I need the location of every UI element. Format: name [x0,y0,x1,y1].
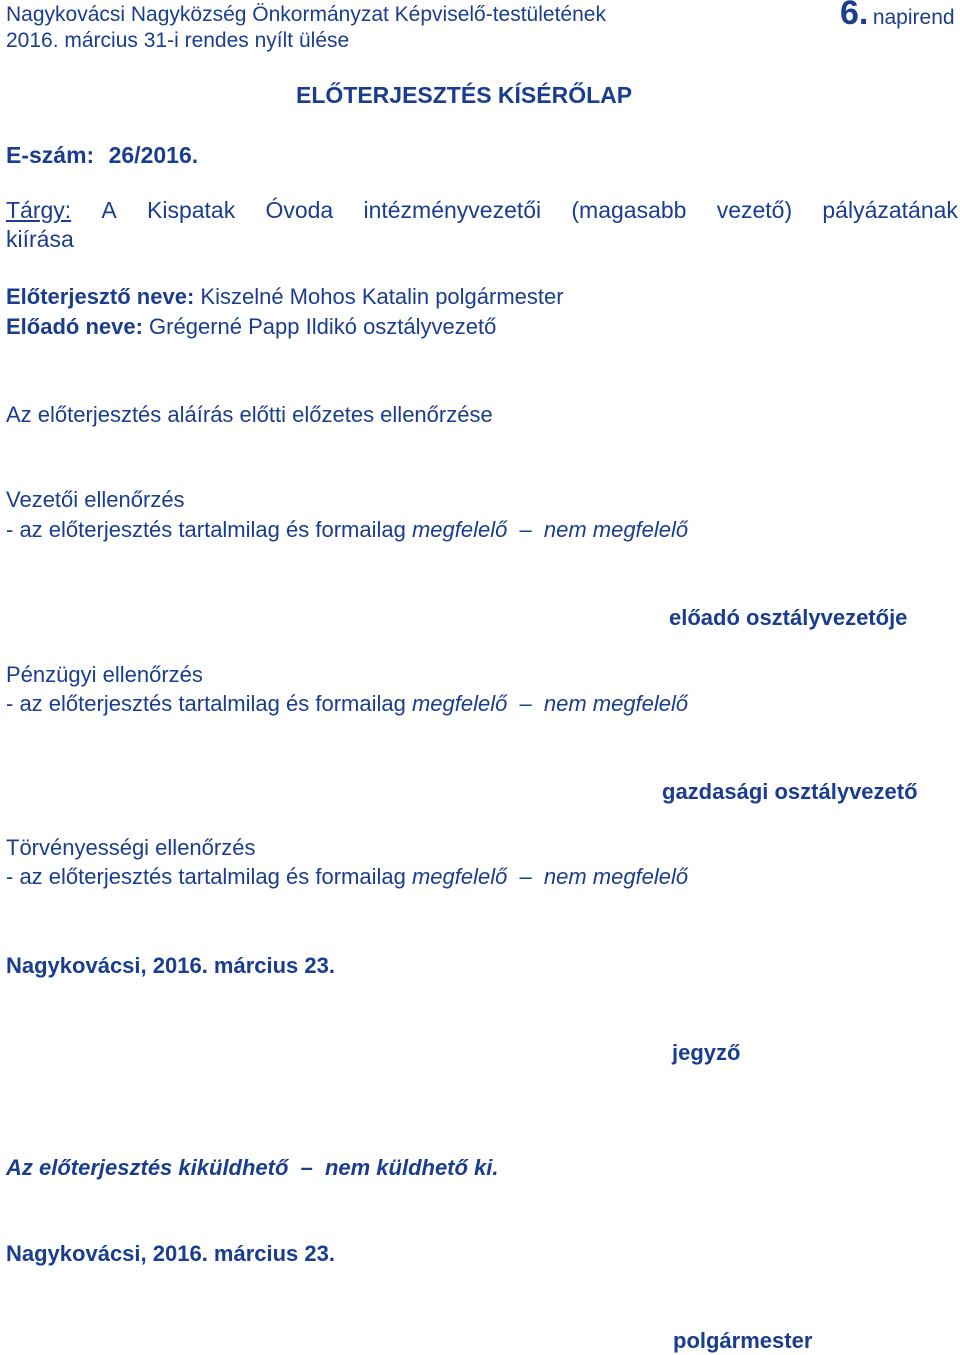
date-line-mayor: Nagykovácsi, 2016. március 23. [6,1241,335,1266]
option-noncompliant: nem megfelelő [543,864,689,889]
dispatch-option-no: nem küldhető ki. [324,1155,499,1180]
meeting-date: 2016. március 31-i rendes nyílt ülése [6,29,350,52]
check-statement-text: - az előterjesztés tartalmilag és formailag [6,691,406,716]
precheck-heading: Az előterjesztés aláírás előtti előzetes ellenőrzése [6,402,493,427]
form-title: ELŐTERJESZTÉS KÍSÉRŐLAP [296,82,633,108]
subject-word: Kispatak [147,197,236,223]
agenda-marker [840,0,955,33]
subject-continuation: kiírása [6,226,74,252]
financial-check-statement [6,691,688,717]
e-number-value: 26/2016. [108,142,199,168]
management-signatory: előadó osztályvezetője [669,605,908,630]
agenda-number: 6. [840,0,869,32]
dispatch-line [6,1155,499,1181]
check-statement-text: - az előterjesztés tartalmilag és formailag [6,864,406,889]
notary-signatory: jegyző [672,1040,741,1065]
financial-check-title: Pénzügyi ellenőrzés [6,662,203,687]
option-dash: – [519,864,532,889]
option-dash: – [519,517,532,542]
check-statement-text: - az előterjesztés tartalmilag és formailag [6,517,406,542]
option-compliant: megfelelő [411,691,508,716]
option-noncompliant: nem megfelelő [543,691,689,716]
presenter-line [6,314,496,340]
agenda-label: napirend [872,6,955,29]
e-number-label: E-szám: [6,142,95,168]
legal-check-title: Törvényességi ellenőrzés [6,835,256,860]
management-check-statement [6,517,688,543]
subject-word: vezető) [716,197,793,223]
legal-check-statement [6,864,688,890]
subject-word: (magasabb [571,197,687,223]
subject-label: Tárgy: [6,197,72,223]
option-dash: – [519,691,532,716]
subject-word: A [101,197,117,223]
subject-word: pályázatának [822,197,958,223]
subject-word: Óvoda [265,197,334,223]
subject-line [6,197,958,224]
e-number [6,142,198,169]
dispatch-option-yes: kiküldhető [178,1155,289,1180]
option-compliant: megfelelő [411,517,508,542]
financial-signatory: gazdasági osztályvezető [662,779,918,804]
submitter-label: Előterjesztő neve: [6,284,195,309]
submitter-value: Kiszelné Mohos Katalin polgármester [200,284,564,309]
presenter-value: Grégerné Papp Ildikó osztályvezető [149,314,497,339]
option-compliant: megfelelő [411,864,508,889]
date-line-notary: Nagykovácsi, 2016. március 23. [6,953,335,978]
mayor-signatory: polgármester [673,1328,813,1353]
dispatch-dash: – [300,1155,313,1180]
council-title: Nagykovácsi Nagyközség Önkormányzat Képviselő-testületének [6,3,606,26]
submitter-line [6,284,564,310]
option-noncompliant: nem megfelelő [543,517,689,542]
management-check-title: Vezetői ellenőrzés [6,487,185,512]
presenter-label: Előadó neve: [6,314,143,339]
subject-word: intézményvezetői [363,197,542,223]
dispatch-prefix: Az előterjesztés [6,1155,173,1180]
